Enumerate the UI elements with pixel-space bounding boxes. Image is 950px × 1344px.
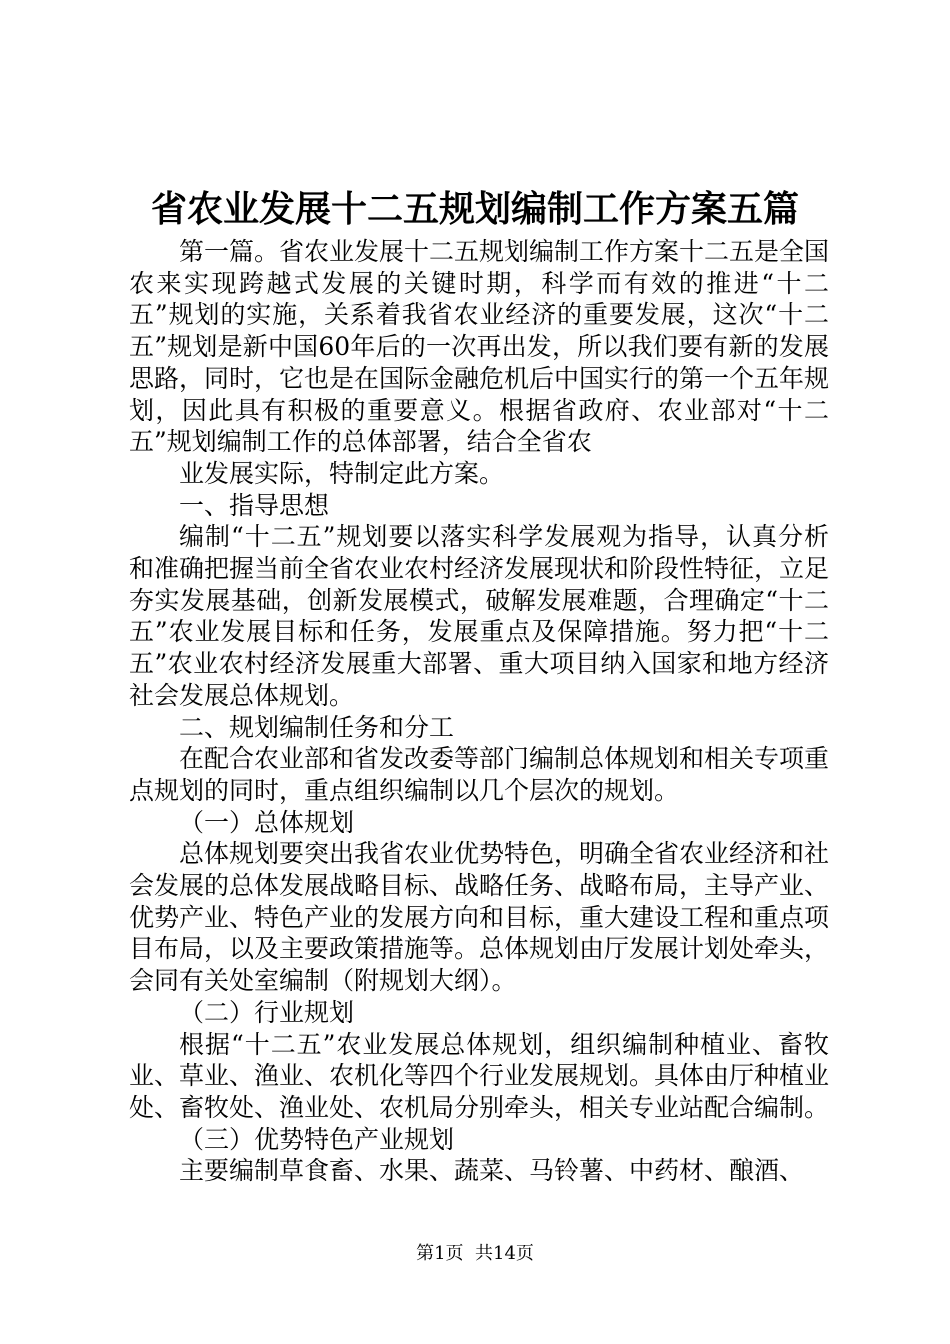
paragraph-industry-plan: 根据“十二五”农业发展总体规划，组织编制种植业、畜牧业、草业、渔业、农机化等四个行业发展规划。具体由厅种植业处、畜牧处、渔业处、农机局分别牵头，相关专业站配合编制。 xyxy=(129,1029,830,1122)
page-number: 第1页 xyxy=(416,1243,464,1264)
paragraph-featured-industry-plan: 主要编制草食畜、水果、蔬菜、马铃薯、中药材、酿酒、 xyxy=(179,1156,805,1186)
section-heading-tasks: 二、规划编制任务和分工 xyxy=(179,712,455,742)
subsection-heading-overall-plan: （一）总体规划 xyxy=(179,807,355,837)
paragraph-overall-plan: 总体规划要突出我省农业优势特色，明确全省农业经济和社会发展的总体发展战略目标、战略任务、战略布局，主导产业、优势产业、特色产业的发展方向和目标，重大建设工程和重点项目布局，以及主要政策措施等。总体规划由厅发展计划处牵头，会同有关处室编制（附规划大纲）。 xyxy=(129,839,830,996)
subsection-heading-industry-plan: （二）行业规划 xyxy=(179,997,355,1027)
page-total: 共14页 xyxy=(475,1243,534,1264)
document-body xyxy=(129,236,829,1187)
document-title: 省农业发展十二五规划编制工作方案五篇 xyxy=(150,188,799,230)
paragraph-intro-continued: 业发展实际，特制定此方案。 xyxy=(179,458,505,488)
paragraph-intro: 第一篇。省农业发展十二五规划编制工作方案十二五是全国农来实现跨越式发展的关键时期，科学而有效的推进“十二五”规划的实施，关系着我省农业经济的重要发展，这次“十二五”规划是新中国60年后的一次再出发，所以我们要有新的发展思路，同时，它也是在国际金融危机后中国实行的第一个五年规划，因此具有积极的重要意义。根据省政府、农业部对“十二五”规划编制工作的总体部署，结合全省农 xyxy=(129,237,830,457)
paragraph-guiding-thought: 编制“十二五”规划要以落实科学发展观为指导，认真分析和准确把握当前全省农业农村经济发展现状和阶段性特征，立足夯实发展基础，创新发展模式，破解发展难题，合理确定“十二五”农业发展目标和任务，发展重点及保障措施。努力把“十二五”农业农村经济发展重大部署、重大项目纳入国家和地方经济社会发展总体规划。 xyxy=(129,522,830,710)
paragraph-tasks: 在配合农业部和省发改委等部门编制总体规划和相关专项重点规划的同时，重点组织编制以几个层次的规划。 xyxy=(129,744,830,805)
section-heading-guiding-thought: 一、指导思想 xyxy=(179,490,330,520)
footer-separator xyxy=(464,1243,475,1264)
page-footer xyxy=(0,1242,950,1266)
subsection-heading-featured-industry-plan: （三）优势特色产业规划 xyxy=(179,1124,455,1154)
